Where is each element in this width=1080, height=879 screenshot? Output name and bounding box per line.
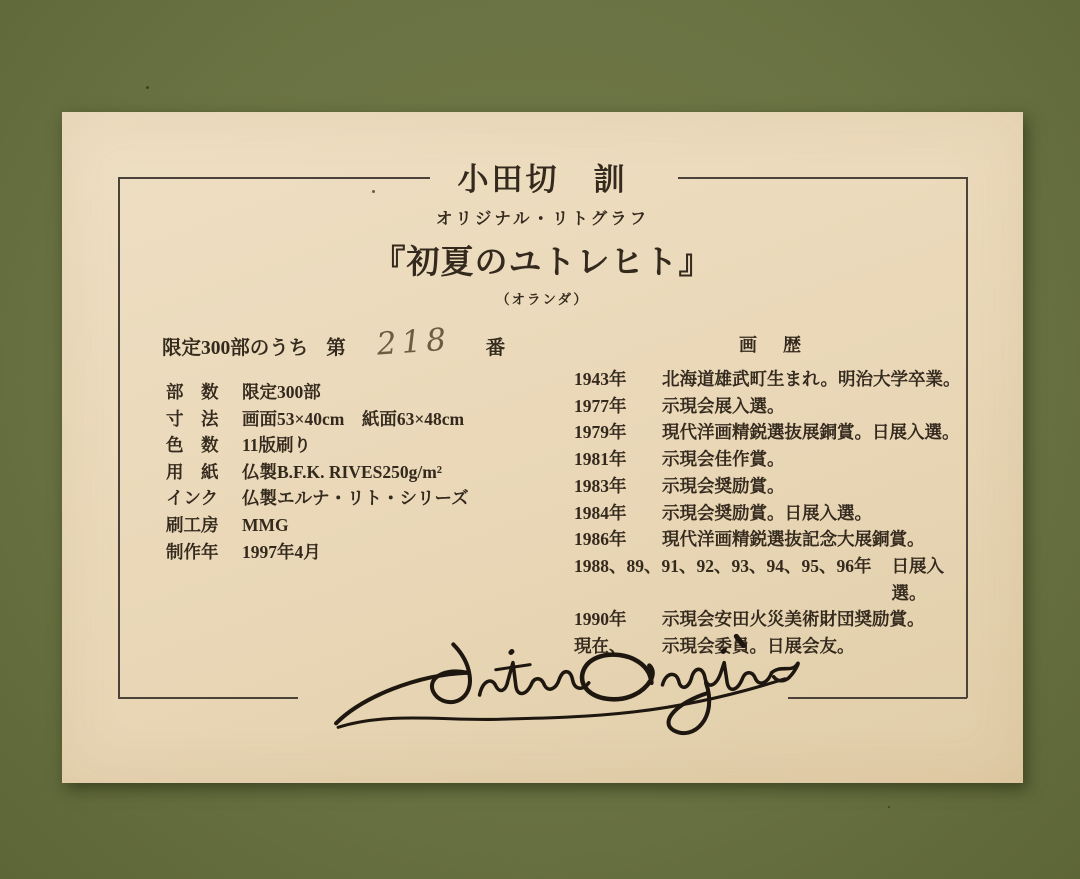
edition-suffix: 番 [485,338,506,359]
history-year: 1984年 [574,502,627,523]
certificate-card [62,112,1023,783]
spec-label: 部 数 [166,382,219,402]
spec-row-bususu [166,379,469,406]
spec-row-ink [166,485,469,512]
spec-value: 1997年4月 [242,541,321,562]
history-row [574,526,970,553]
history-rows [574,366,970,660]
history-year: 1977年 [574,395,627,416]
edition-number-handwritten: 218 [375,321,452,363]
history-row [574,473,970,500]
spec-row-shikisu [166,432,469,459]
spec-label: 色 数 [166,435,219,456]
history-year: 1988、89、91、92、93、94、95、96年 [574,555,872,576]
history-year: 1981年 [574,449,627,470]
mat-speck [888,806,890,808]
history-row [574,446,970,473]
spec-row-yoshi [166,459,469,486]
spec-row-year [166,539,469,566]
history-row [574,500,970,527]
spec-label: 制作年 [166,541,219,562]
medium-label: オリジナル・リトグラフ [435,209,650,228]
edition-prefix: 限定300部のうち [162,338,309,359]
history-year: 1986年 [574,529,627,550]
history-text: 示現会安田火災美術財団奨励賞。 [662,609,925,630]
spec-value: 仏製B.F.K. RIVES250g/m² [242,461,443,482]
spec-label: インク [166,488,219,509]
spec-value: MMG [242,514,289,535]
spec-label: 用 紙 [166,461,219,482]
spec-value: 仏製エルナ・リト・シリーズ [242,488,469,509]
spec-value: 画面53×40cm 紙面63×48cm [242,408,465,429]
artist-signature [328,622,803,774]
spec-row-studio [166,512,469,539]
history-text: 現代洋画精鋭選抜記念大展銅賞。 [662,529,925,550]
history-text: 北海道雄武町生まれ。明治大学卒業。 [662,369,961,389]
history-row [574,553,970,606]
history-text: 示現会佳作賞。 [662,449,785,470]
spec-label: 寸 法 [166,408,219,429]
history-row [574,419,970,446]
edition-line [162,321,506,363]
spec-list [166,379,469,565]
history-text: 示現会奨励賞。 [662,475,785,496]
history-year: 1990年 [574,609,627,630]
artist-history [574,331,970,660]
history-year: 1943年 [574,369,627,389]
spec-row-sunpo [166,406,469,433]
mat-speck [146,86,149,89]
spec-value: 11版刷り [242,435,312,456]
artist-name: 小田切 訓 [457,162,628,197]
history-text: 示現会展入選。 [662,395,785,416]
edition-number-label: 第 [326,338,346,359]
history-text: 示現会奨励賞。日展入選。 [662,502,872,523]
history-text: 現代洋画精鋭選抜展銅賞。日展入選。 [662,422,960,443]
work-subtitle: （オランダ） [496,292,589,307]
frame-bottom-left-line [118,697,298,699]
history-year: 現在、 [574,636,627,657]
history-year: 1983年 [574,475,627,496]
history-text: 示現会委員。日展会友。 [662,636,855,657]
history-row [574,366,970,393]
spec-label: 刷工房 [166,514,219,535]
frame-bottom-right-line [788,697,967,699]
history-year: 1979年 [574,422,627,443]
history-text: 日展入選。 [891,555,944,603]
history-row [574,393,970,420]
history-heading: 画 歴 [739,335,805,355]
work-title: 『初夏のユトレヒト』 [372,245,713,281]
signature-ink-strokes [328,622,803,774]
spec-value: 限定300部 [242,382,321,402]
